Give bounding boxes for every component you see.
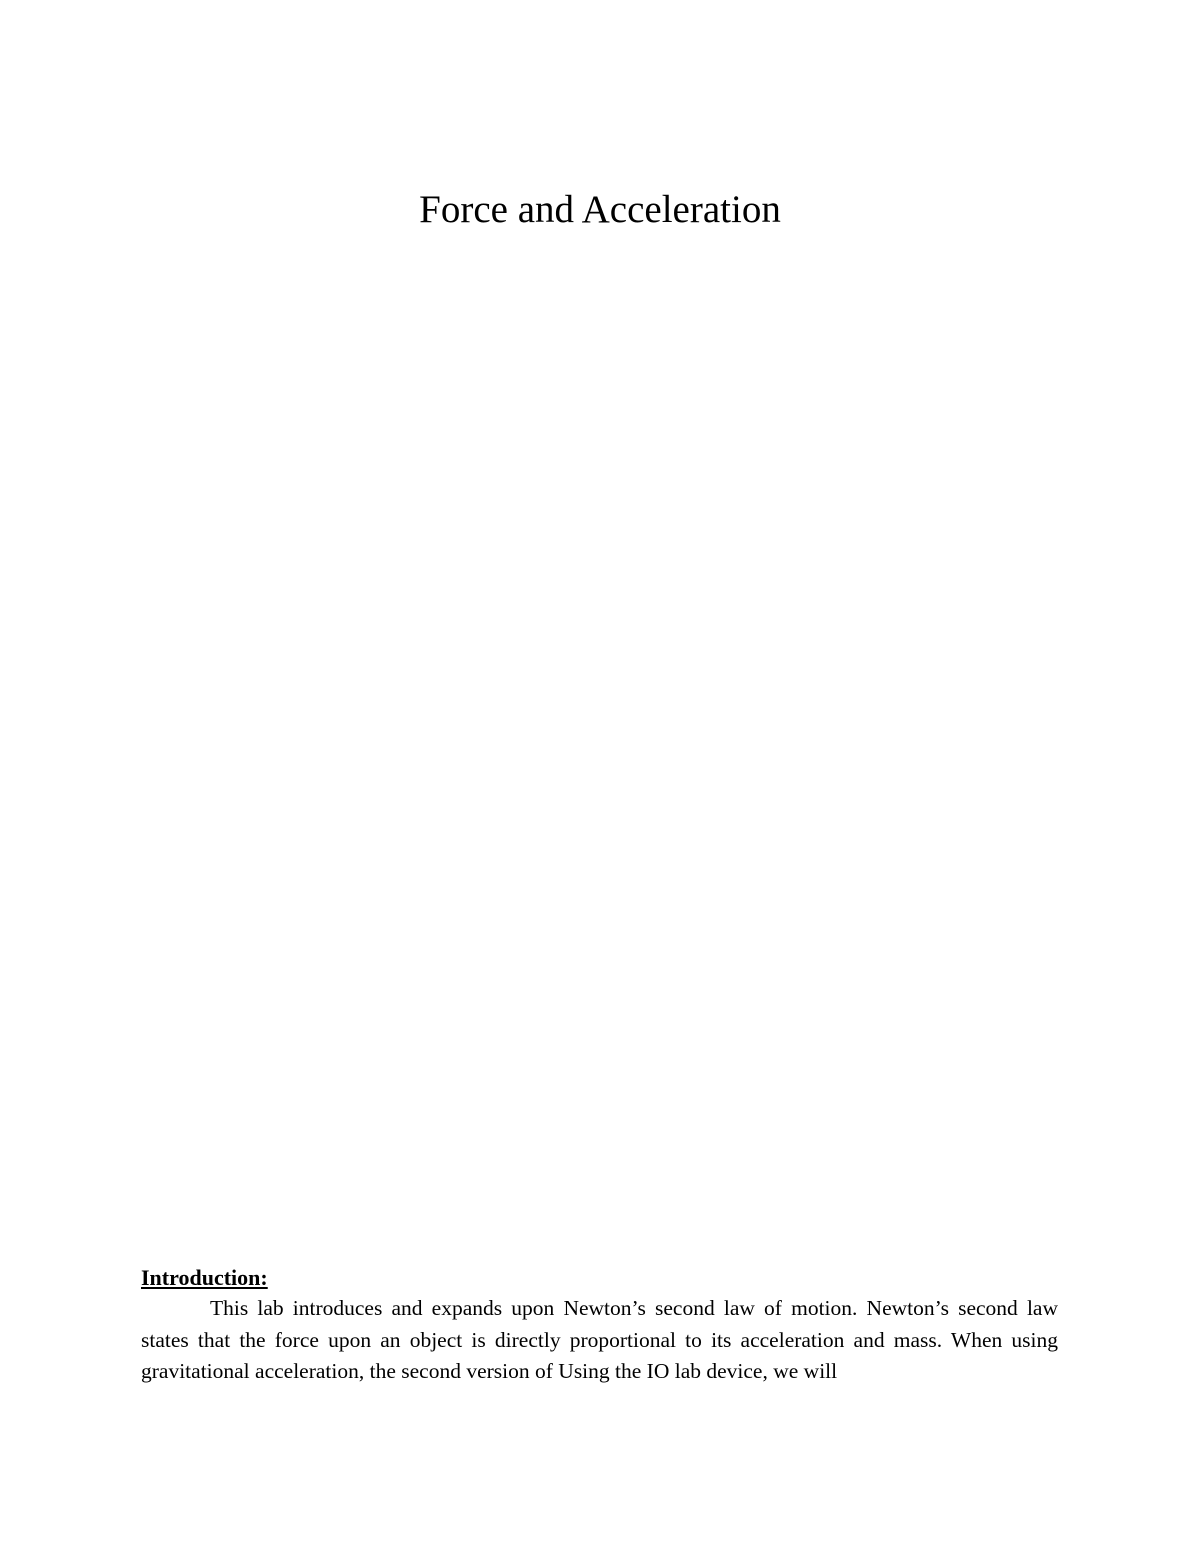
introduction-heading: Introduction: <box>141 1265 268 1290</box>
introduction-section <box>141 1262 1058 1388</box>
document-title: Force and Acceleration <box>419 188 781 231</box>
introduction-paragraph: This lab introduces and expands upon Newton’s second law of motion. Newton’s second law states that the force upon an object is directly proportional to its acceleration and mass. When using gravitational acceleration, the second version of Using the IO lab device, we will <box>141 1296 1058 1383</box>
